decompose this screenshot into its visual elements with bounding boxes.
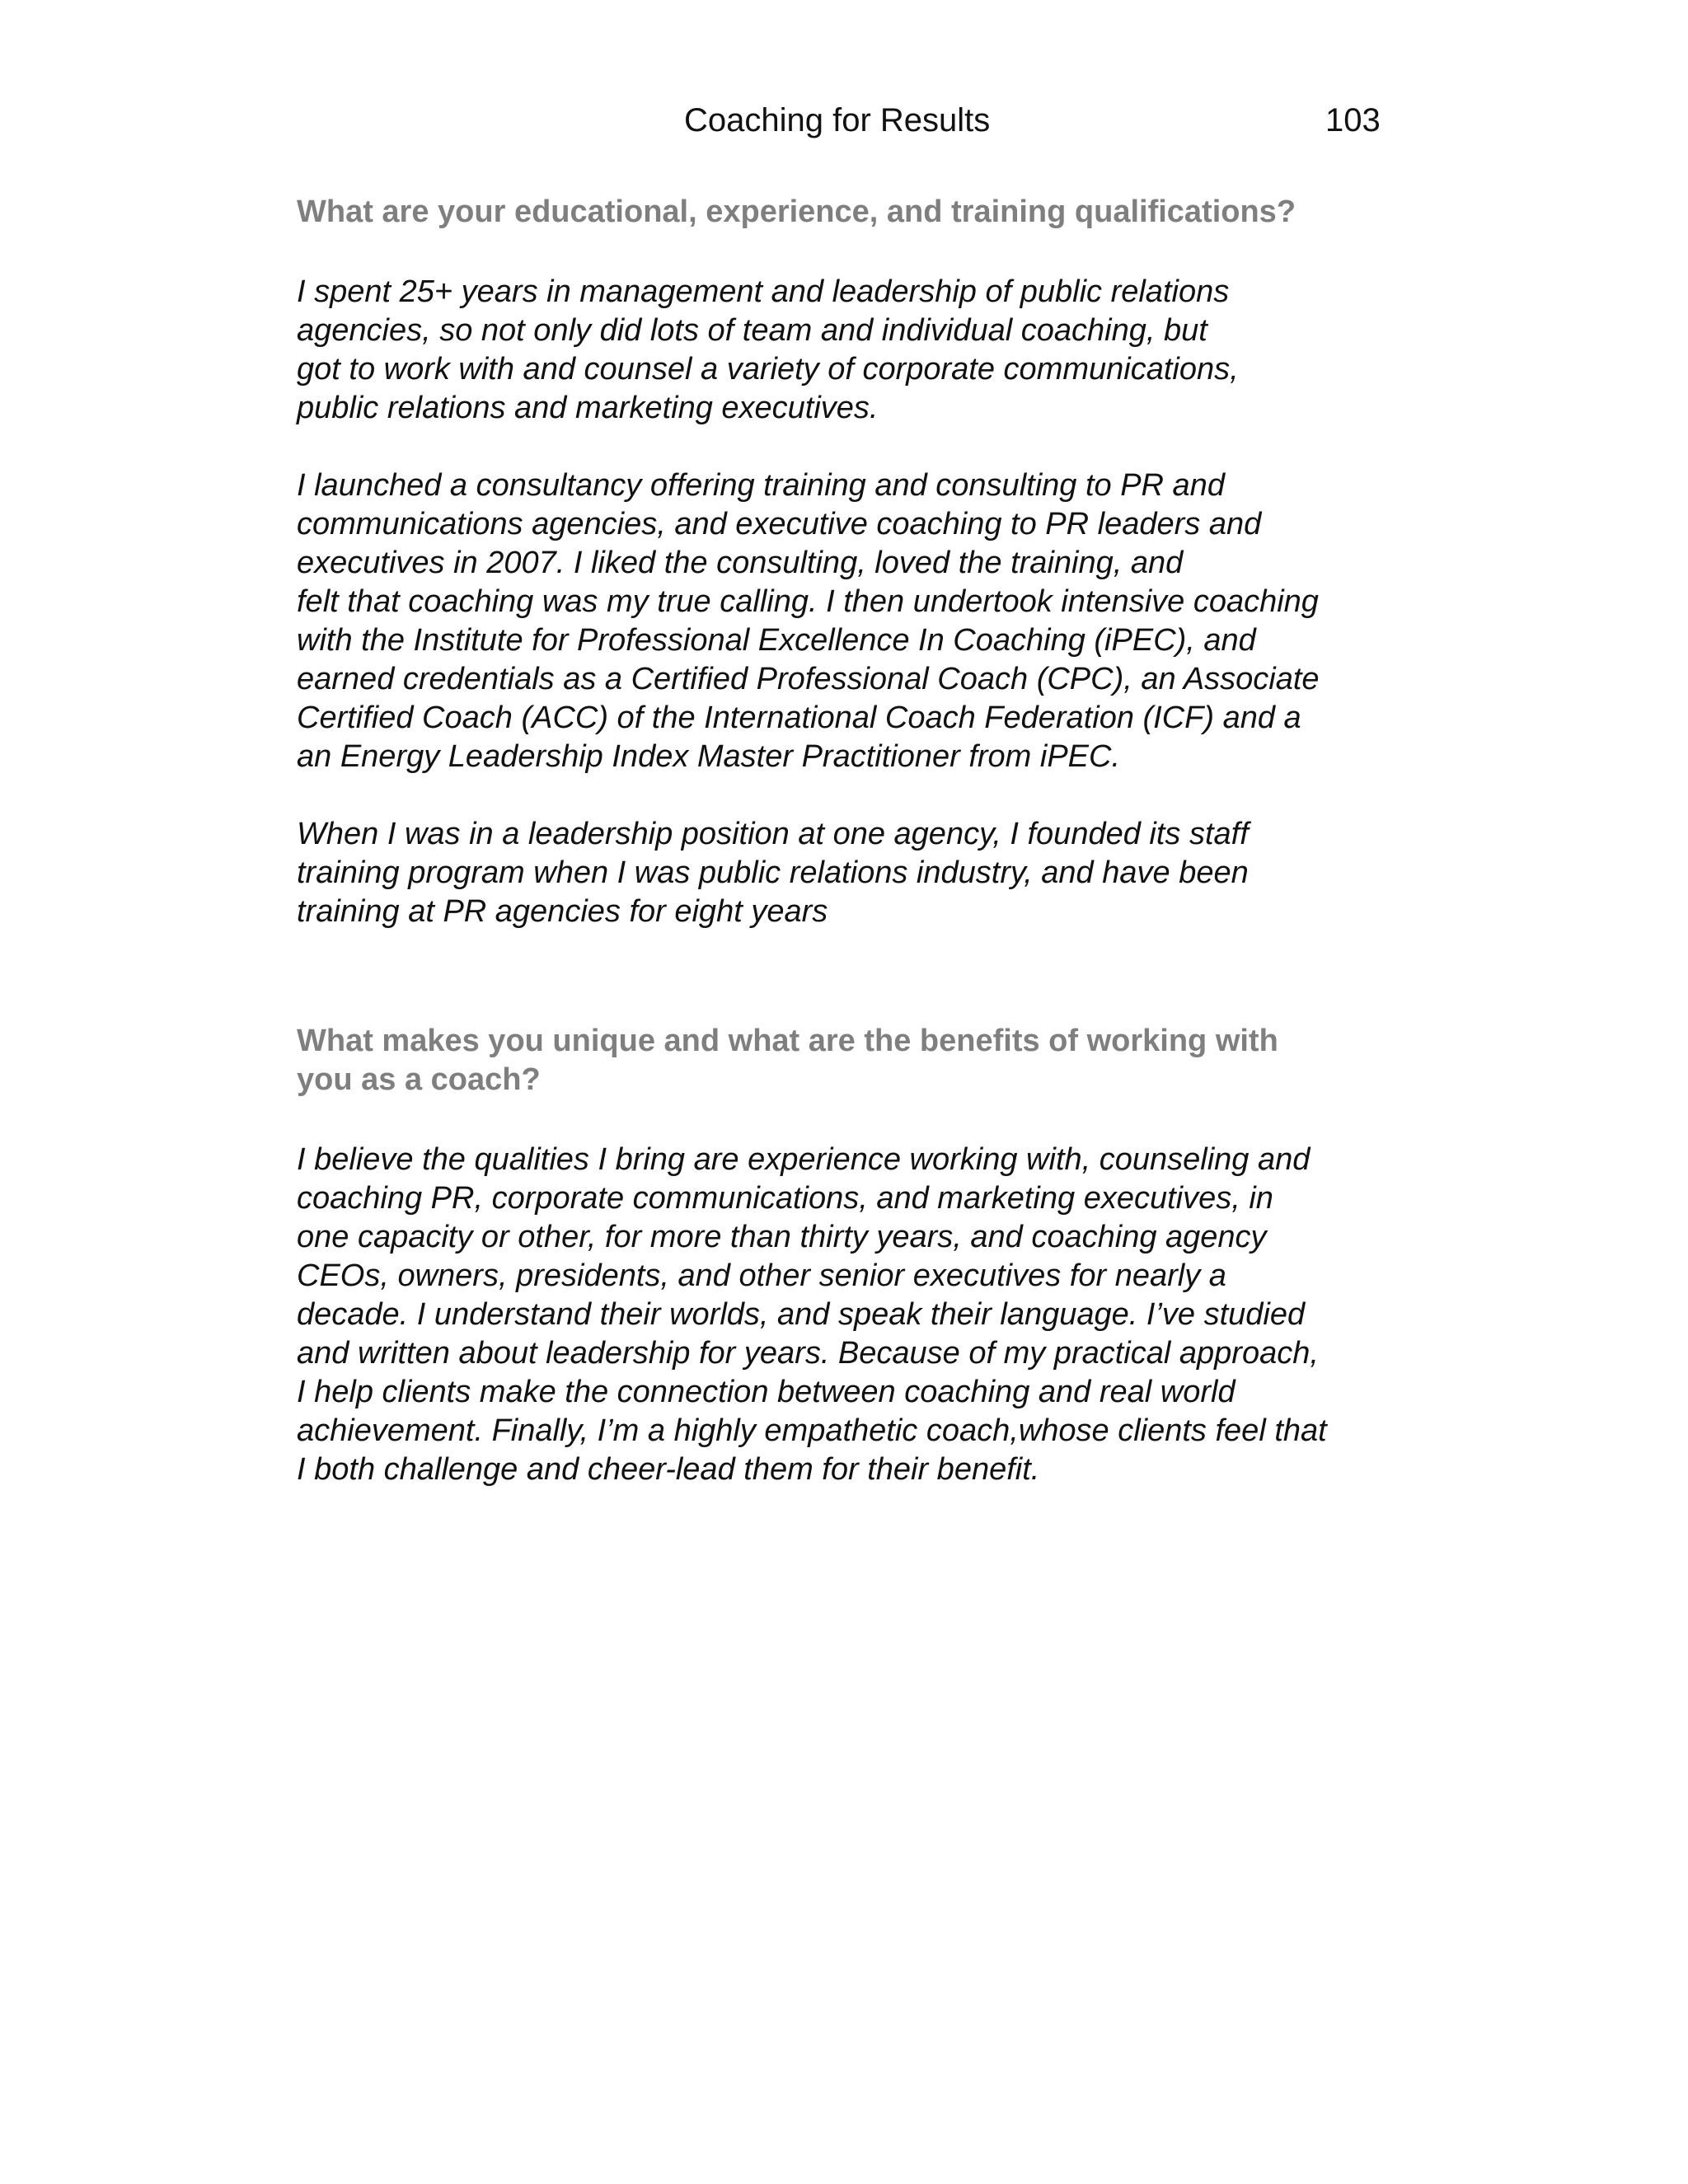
answer-paragraph: [297, 1141, 1401, 1489]
question-line: you as a coach?: [297, 1062, 541, 1097]
answer-line: I believe the qualities I bring are experience working with, counseling and: [297, 1142, 1311, 1177]
document-body: [297, 193, 1401, 1489]
answer-line: executives in 2007. I liked the consulting, loved the training, and: [297, 546, 1184, 580]
page-number: 103: [1325, 102, 1381, 138]
answer-line: an Energy Leadership Index Master Practitioner from iPEC.: [297, 739, 1121, 774]
question-heading: [297, 193, 1401, 232]
answer-line: got to work with and counsel a variety of corporate communications,: [297, 352, 1239, 387]
answer-line: I help clients make the connection between coaching and real world: [297, 1375, 1236, 1409]
answer-line: earned credentials as a Certified Professional Coach (CPC), an Associate: [297, 662, 1320, 696]
answer-line: coaching PR, corporate communications, and marketing executives, in: [297, 1181, 1273, 1216]
answer-paragraph: [297, 466, 1401, 776]
answer-line: with the Institute for Professional Excellence In Coaching (iPEC), and: [297, 623, 1256, 658]
answer-paragraph: [297, 273, 1401, 428]
question-line: What are your educational, experience, and training qualifications?: [297, 194, 1296, 229]
question-line: What makes you unique and what are the benefits of working with: [297, 1024, 1278, 1058]
answer-line: agencies, so not only did lots of team and individual coaching, but: [297, 313, 1207, 348]
answer-line: I both challenge and cheer-lead them for their benefit.: [297, 1452, 1040, 1487]
qa-section-uniqueness: [297, 1022, 1401, 1489]
answer-line: I spent 25+ years in management and leadership of public relations: [297, 274, 1230, 309]
answer-line: I launched a consultancy offering training and consulting to PR and: [297, 468, 1225, 503]
header-title: Coaching for Results: [684, 102, 991, 138]
answer-line: training program when I was public relations industry, and have been: [297, 855, 1249, 890]
answer-line: communications agencies, and executive coaching to PR leaders and: [297, 507, 1262, 541]
qa-section-qualifications: [297, 193, 1401, 931]
answer-line: felt that coaching was my true calling. I then undertook intensive coaching: [297, 584, 1319, 619]
answer-line: Certified Coach (ACC) of the International Coach Federation (ICF) and a: [297, 701, 1301, 735]
answer-line: achievement. Finally, I’m a highly empathetic coach,whose clients feel that: [297, 1413, 1327, 1448]
answer-line: decade. I understand their worlds, and speak their language. I’ve studied: [297, 1297, 1306, 1332]
running-header: [0, 96, 1688, 145]
answer-line: When I was in a leadership position at one agency, I founded its staff: [297, 817, 1249, 851]
answer-line: CEOs, owners, presidents, and other senior executives for nearly a: [297, 1258, 1226, 1293]
answer-line: training at PR agencies for eight years: [297, 894, 828, 929]
answer-line: public relations and marketing executives.: [297, 391, 879, 425]
question-heading: [297, 1022, 1401, 1099]
answer-line: one capacity or other, for more than thirty years, and coaching agency: [297, 1220, 1267, 1254]
answer-paragraph: [297, 815, 1401, 931]
answer-line: and written about leadership for years. Because of my practical approach,: [297, 1336, 1319, 1371]
